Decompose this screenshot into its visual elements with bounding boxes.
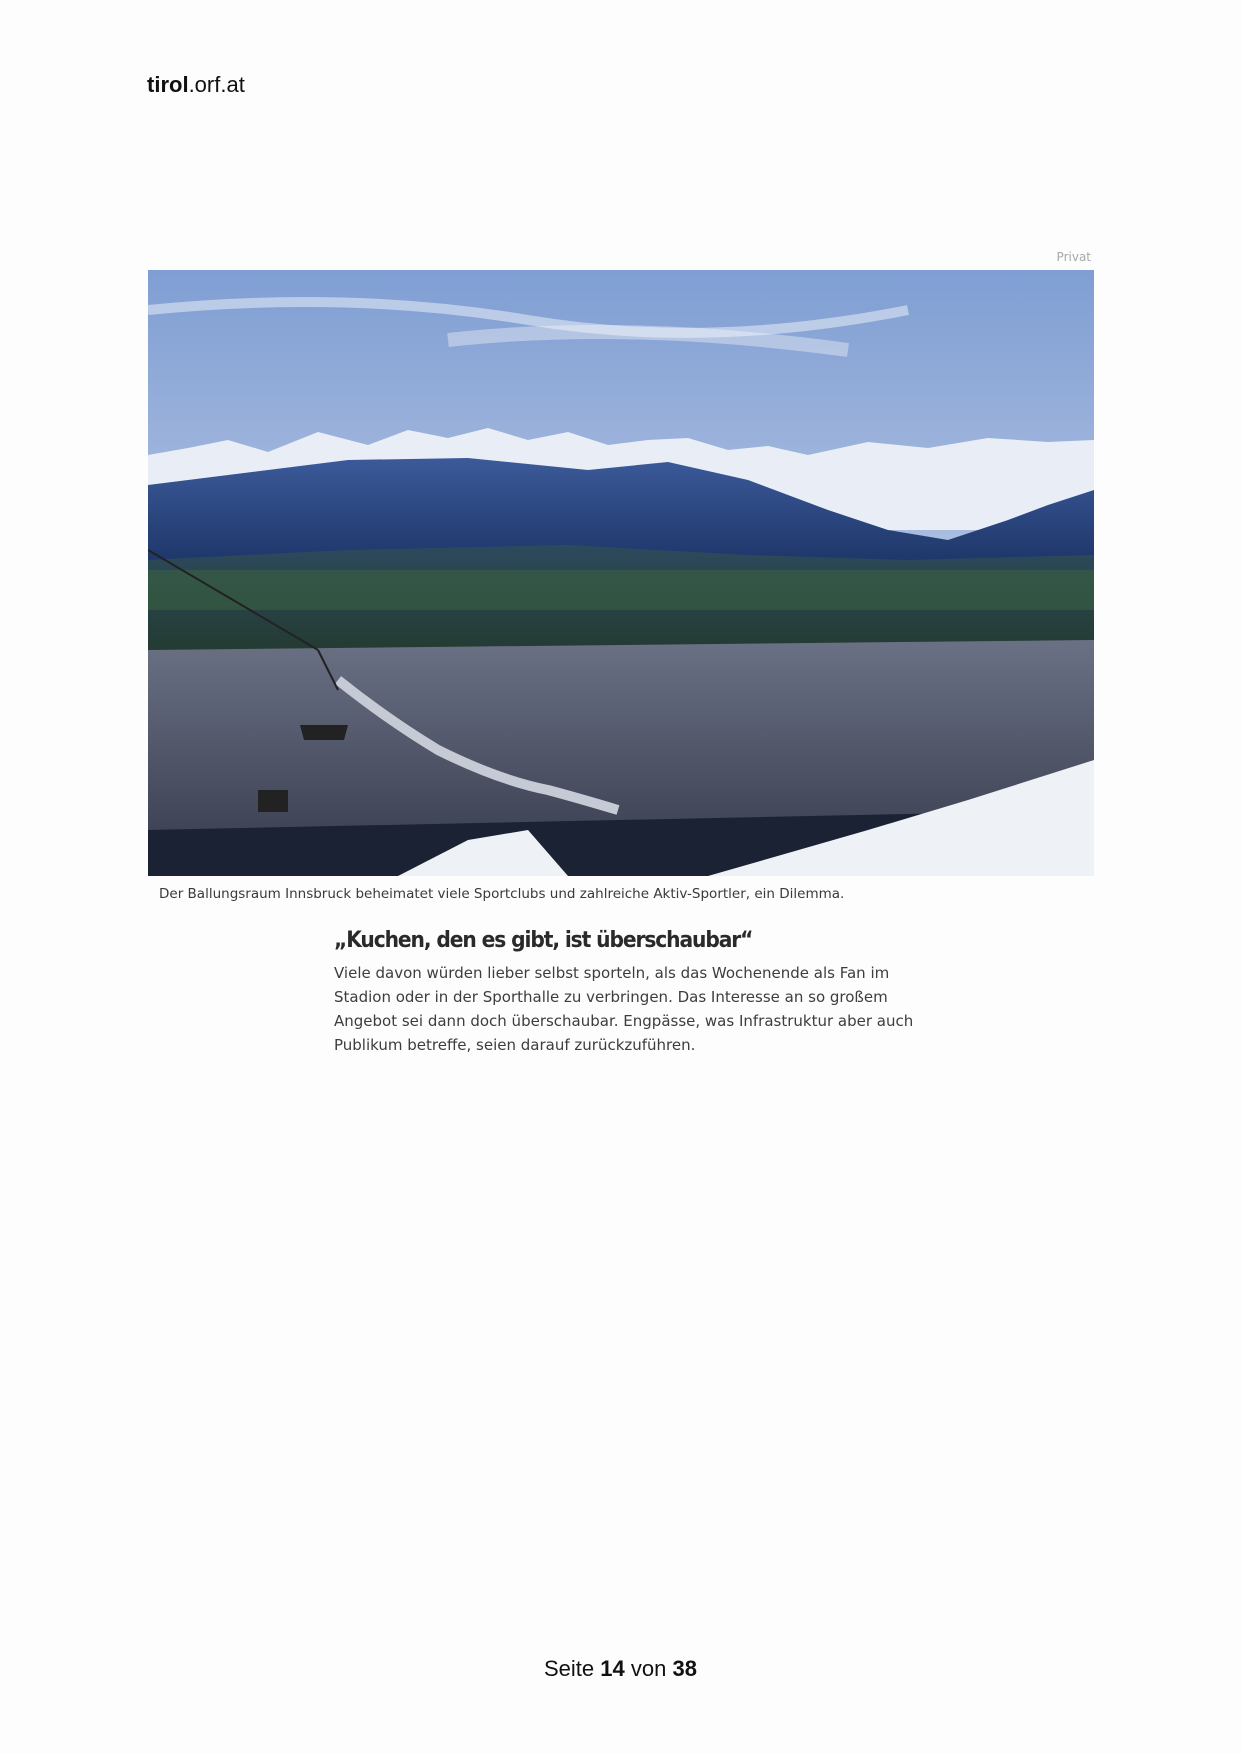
page-footer	[0, 1656, 1241, 1682]
site-domain-suffix: .orf.at	[188, 72, 245, 97]
article-section	[334, 928, 914, 1057]
article-subheading: „Kuchen, den es gibt, ist überschaubar“	[334, 928, 753, 953]
photo-caption: Der Ballungsraum Innsbruck beheimatet viele Sportclubs und zahlreiche Aktiv-Sportler, ein Dilemma.	[159, 886, 845, 902]
site-brand: tirol	[147, 72, 189, 97]
city	[148, 640, 1094, 830]
photo-credit: Privat	[1056, 250, 1091, 264]
footer-page-total: 38	[672, 1656, 697, 1681]
footer-middle: von	[630, 1656, 667, 1681]
site-header	[147, 72, 245, 98]
chairlift-chair	[300, 725, 348, 740]
footer-page-number: 14	[600, 1656, 625, 1681]
innsbruck-panorama-image	[148, 270, 1094, 876]
footer-prefix: Seite	[544, 1656, 595, 1681]
article-paragraph: Viele davon würden lieber selbst sporteln, als das Wochenende als Fan im Stadion oder in der Sporthalle zu verbringen. Das Interesse an so großem Angebot sei dann doch überschaubar. Engpässe, was Infrastruktur aber auch Publikum betreffe, seien darauf zurückzuführen.	[334, 964, 914, 1054]
chairlift-riders	[258, 790, 288, 812]
article-photo	[148, 270, 1094, 876]
